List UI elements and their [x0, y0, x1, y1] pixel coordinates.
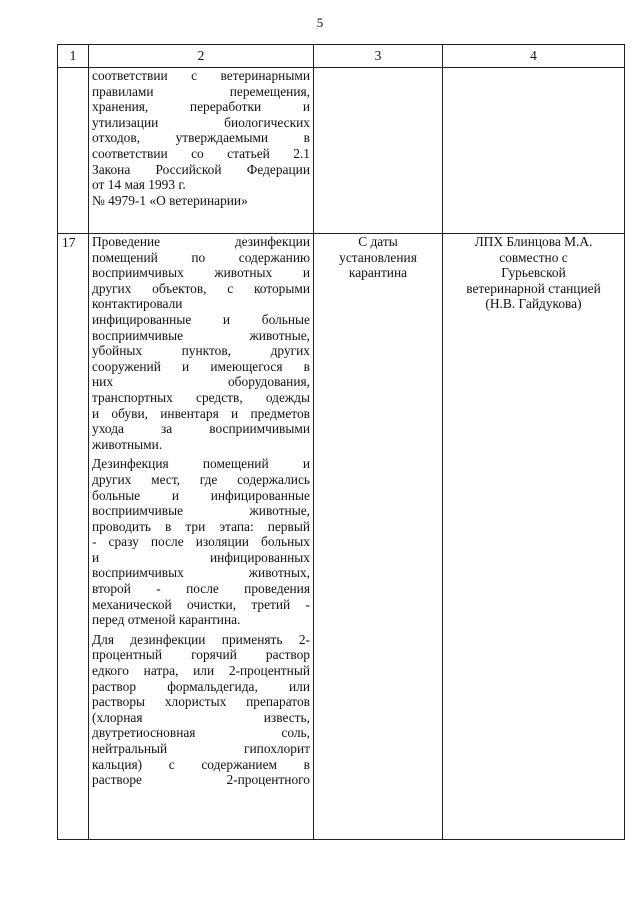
text-line: ухода за восприимчивыми	[92, 421, 310, 437]
text-line: едкого натра, или 2-процентный	[92, 663, 310, 679]
text-line: восприимчивые животные,	[92, 503, 310, 519]
text-line: других объектов, с которыми	[92, 280, 310, 296]
text-line: кальция) с содержанием в	[92, 756, 310, 772]
text-line: них оборудования,	[92, 374, 310, 390]
text-line: убойных пунктов, других	[92, 343, 310, 359]
table-row-continuation	[58, 68, 625, 234]
text-line: соответствии со статьей 2.1	[92, 145, 310, 161]
text-line: растворе 2-процентного	[92, 772, 310, 788]
header-col-2: 2	[89, 45, 314, 68]
text-line: (хлорная известь,	[92, 709, 310, 725]
deadline-text	[317, 234, 439, 281]
text-line: больные и инфицированные	[92, 487, 310, 503]
text-line: карантина	[348, 265, 408, 281]
row-number-cell: 17	[58, 234, 89, 840]
header-col-4: 4	[443, 45, 625, 68]
deadline-cell	[314, 234, 443, 840]
deadline-cell	[314, 68, 443, 234]
text-line: и инфицированных	[92, 549, 310, 565]
measure-text-cell	[89, 234, 314, 840]
text-line: восприимчивых животных и	[92, 265, 310, 281]
text-line: и обуви, инвентаря и предметов	[92, 405, 310, 421]
measures-table	[57, 44, 625, 840]
text-line: утилизации биологических	[92, 114, 310, 130]
text-line: хранения, переработки и	[92, 99, 310, 115]
text-line: Дезинфекция помещений и	[92, 456, 310, 472]
text-line: перед отменой карантина.	[92, 612, 241, 628]
text-line: - сразу после изоляции больных	[92, 534, 310, 550]
text-line: Гурьевской	[501, 265, 566, 281]
text-line: механической очистки, третий -	[92, 596, 310, 612]
text-line: № 4979-1 «О ветеринарии»	[92, 192, 248, 208]
measure-paragraph-1	[92, 234, 310, 452]
page-number: 5	[316, 15, 324, 30]
row-number-cell	[58, 68, 89, 234]
table-row-17	[58, 234, 625, 840]
text-line: отходов, утверждаемыми в	[92, 130, 310, 146]
responsible-cell	[443, 234, 625, 840]
text-line: ЛПХ Блинцова М.А.	[474, 234, 593, 249]
text-line: других мест, где содержались	[92, 471, 310, 487]
text-line: (Н.В. Гайдукова)	[485, 296, 582, 312]
text-line: Закона Российской Федерации	[92, 161, 310, 177]
table-header-row	[58, 45, 625, 68]
text-line: сооружений и имеющегося в	[92, 358, 310, 374]
text-line: контактировали	[92, 296, 183, 312]
text-line: совместно с	[499, 249, 568, 265]
text-line: растворы хлористых препаратов	[92, 694, 310, 710]
measure-paragraph-2	[92, 456, 310, 628]
measure-text-cell	[89, 68, 314, 234]
text-line: двутретиосновная соль,	[92, 725, 310, 741]
text-line: нейтральный гипохлорит	[92, 741, 310, 756]
header-col-3: 3	[314, 45, 443, 68]
text-line: восприимчивых животных,	[92, 565, 310, 581]
text-line: помещений по содержанию	[92, 249, 310, 265]
text-line: процентный горячий раствор	[92, 647, 310, 663]
measure-paragraph	[92, 68, 310, 208]
text-line: установления	[339, 249, 417, 265]
responsible-text	[446, 234, 621, 312]
responsible-cell	[443, 68, 625, 234]
text-line: ветеринарной станцией	[466, 280, 601, 296]
text-line: Для дезинфекции применять 2-	[92, 631, 310, 647]
text-line: транспортных средств, одежды	[92, 389, 310, 405]
text-line: С даты	[358, 234, 398, 249]
text-line: восприимчивые животные,	[92, 327, 310, 343]
header-col-1: 1	[58, 45, 89, 68]
text-line: соответствии с ветеринарными	[92, 68, 310, 83]
text-line: инфицированные и больные	[92, 311, 310, 327]
text-line: животными.	[92, 436, 163, 452]
text-line: второй - после проведения	[92, 581, 310, 597]
text-line: Проведение дезинфекции	[92, 234, 310, 249]
text-line: проводить в три этапа: первый	[92, 518, 310, 534]
text-line: от 14 мая 1993 г.	[92, 177, 186, 193]
measure-paragraph-3	[92, 632, 310, 788]
text-line: раствор формальдегида, или	[92, 678, 310, 694]
text-line: правилами перемещения,	[92, 83, 310, 99]
